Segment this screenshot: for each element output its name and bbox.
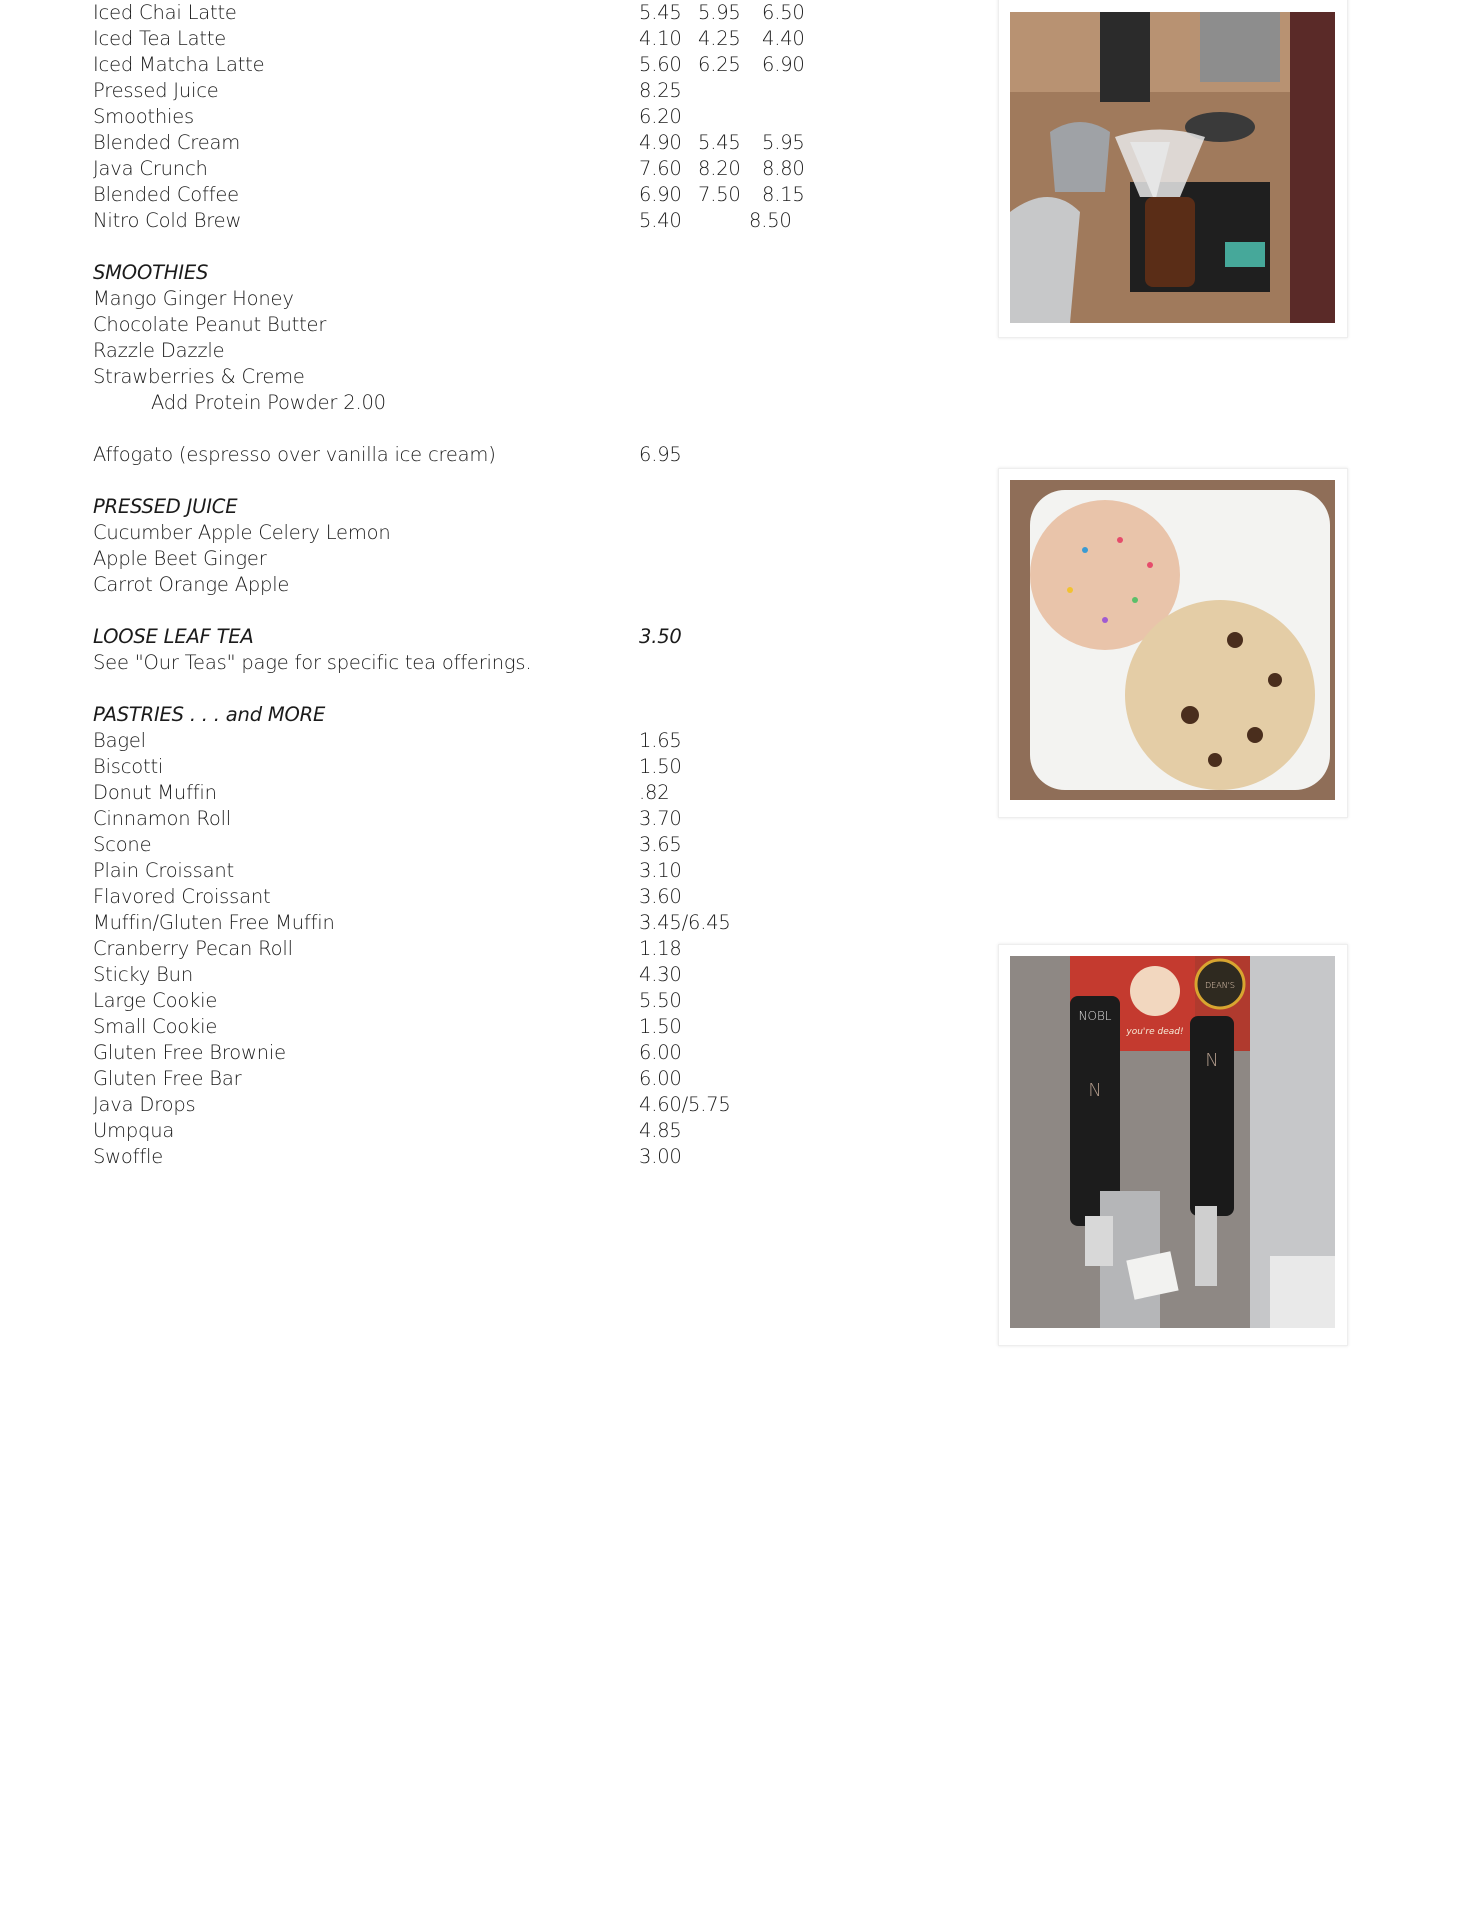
right-tap-brand: DEAN'S [1205,981,1235,990]
item-name: Iced Matcha Latte [93,53,265,76]
item-price: 4.40 [762,27,805,50]
juice-item [93,572,853,598]
pastry-item [93,1014,853,1040]
item-name: Donut Muffin [93,781,217,804]
item-price: 3.10 [639,859,682,882]
item-price: 6.00 [639,1041,682,1064]
item-price: 6.50 [762,1,805,24]
left-tap-letter: N [1088,1080,1102,1101]
item-price: 8.50 [749,209,792,232]
poster-text: you're dead! [1126,1027,1184,1037]
item-price: 4.90 [639,131,682,154]
item-price: 3.00 [639,1145,682,1168]
item-name: PASTRIES . . . and MORE [93,703,326,726]
smoothie-item [93,364,853,390]
pastry-item [93,754,853,780]
pastry-item [93,1092,853,1118]
pour-over-coffee-photo [1010,12,1335,323]
section-header-smoothies [93,260,853,286]
item-name: Muffin/Gluten Free Muffin [93,911,335,934]
item-name: Blended Coffee [93,183,239,206]
section-header-loose-leaf-tea [93,624,853,650]
item-name: Cranberry Pecan Roll [93,937,293,960]
item-price: 5.50 [639,989,682,1012]
menu-item [93,156,853,182]
photo-frame-pour-over [998,0,1348,338]
item-price: 5.60 [639,53,682,76]
smoothie-addon [93,390,853,416]
item-price: 5.40 [639,209,682,232]
item-name: Strawberries & Creme [93,365,305,388]
smoothie-item [93,286,853,312]
item-name: Umpqua [93,1119,175,1142]
affogato-item [93,442,853,468]
section-header-pastries [93,702,853,728]
item-name: Carrot Orange Apple [93,573,290,596]
menu-item [93,130,853,156]
item-name: Biscotti [93,755,164,778]
menu-item [93,26,853,52]
item-name: Cucumber Apple Celery Lemon [93,521,391,544]
pastry-item [93,780,853,806]
smoothie-item [93,338,853,364]
item-name: Cinnamon Roll [93,807,232,830]
juice-item [93,546,853,572]
juice-item [93,520,853,546]
spacer [93,234,853,260]
item-name: See "Our Teas" page for specific tea offerings. [93,651,532,674]
item-price: 6.95 [639,443,682,466]
pastry-item [93,962,853,988]
item-name: Iced Tea Latte [93,27,227,50]
pastry-item [93,728,853,754]
left-tap-label: NOBL [1078,1009,1112,1023]
item-price: 6.90 [639,183,682,206]
item-name: Gluten Free Brownie [93,1041,286,1064]
item-price: 4.30 [639,963,682,986]
item-name: PRESSED JUICE [93,495,238,518]
pastry-item [93,1144,853,1170]
spacer [93,468,853,494]
item-name: Blended Cream [93,131,241,154]
item-price: 4.25 [698,27,741,50]
menu-column [93,0,853,1170]
item-price: 1.65 [639,729,682,752]
item-price: 1.50 [639,755,682,778]
pastry-item [93,1118,853,1144]
item-price: 5.95 [762,131,805,154]
cold-brew-taps-photo [1010,956,1335,1328]
item-name: Apple Beet Ginger [93,547,267,570]
spacer [93,598,853,624]
item-name: Add Protein Powder 2.00 [151,391,386,414]
pastry-item [93,806,853,832]
menu-item [93,0,853,26]
menu-item [93,78,853,104]
photo-frame-cookies [998,468,1348,818]
item-price: 5.45 [639,1,682,24]
section-header-pressed-juice [93,494,853,520]
item-name: SMOOTHIES [93,261,209,284]
item-name: LOOSE LEAF TEA [93,625,254,648]
item-price: 3.65 [639,833,682,856]
menu-item [93,182,853,208]
pastry-item [93,988,853,1014]
pastry-item [93,884,853,910]
spacer [93,416,853,442]
item-name: Java Drops [93,1093,196,1116]
item-price: 5.95 [698,1,741,24]
item-price: 1.50 [639,1015,682,1038]
item-price: 7.50 [698,183,741,206]
item-name: Small Cookie [93,1015,218,1038]
item-name: Swoffle [93,1145,164,1168]
tea-note [93,650,853,676]
item-name: Smoothies [93,105,195,128]
item-price: .82 [639,781,670,804]
item-price: 6.20 [639,105,682,128]
item-price: 8.80 [762,157,805,180]
item-name: Flavored Croissant [93,885,271,908]
item-price: 3.70 [639,807,682,830]
item-name: Pressed Juice [93,79,219,102]
cookies-photo [1010,480,1335,800]
item-price: 6.90 [762,53,805,76]
menu-item [93,208,853,234]
item-price: 8.20 [698,157,741,180]
spacer [93,676,853,702]
photo-frame-taps [998,944,1348,1346]
item-price: 5.45 [698,131,741,154]
item-price: 6.25 [698,53,741,76]
pastry-item [93,858,853,884]
item-price: 6.00 [639,1067,682,1090]
item-name: Nitro Cold Brew [93,209,242,232]
item-price: 3.45/6.45 [639,911,731,934]
item-price: 4.10 [639,27,682,50]
smoothie-item [93,312,853,338]
item-name: Sticky Bun [93,963,193,986]
menu-item [93,104,853,130]
item-price: 7.60 [639,157,682,180]
item-name: Razzle Dazzle [93,339,225,362]
item-name: Plain Croissant [93,859,234,882]
item-name: Chocolate Peanut Butter [93,313,327,336]
item-price: 8.15 [762,183,805,206]
item-price: 1.18 [639,937,682,960]
item-name: Bagel [93,729,146,752]
item-name: Java Crunch [93,157,208,180]
item-price: 4.85 [639,1119,682,1142]
pastry-item [93,1066,853,1092]
item-name: Scone [93,833,152,856]
pastry-item [93,936,853,962]
item-name: Affogato (espresso over vanilla ice cream) [93,443,496,466]
pastry-item [93,910,853,936]
menu-item [93,52,853,78]
item-name: Gluten Free Bar [93,1067,242,1090]
pastry-item [93,832,853,858]
right-tap-letter: N [1205,1050,1219,1071]
pastry-item [93,1040,853,1066]
item-price: 3.60 [639,885,682,908]
item-price: 4.60/5.75 [639,1093,731,1116]
item-name: Mango Ginger Honey [93,287,294,310]
item-name: Iced Chai Latte [93,1,237,24]
item-price: 3.50 [639,625,682,648]
item-price: 8.25 [639,79,682,102]
item-name: Large Cookie [93,989,218,1012]
